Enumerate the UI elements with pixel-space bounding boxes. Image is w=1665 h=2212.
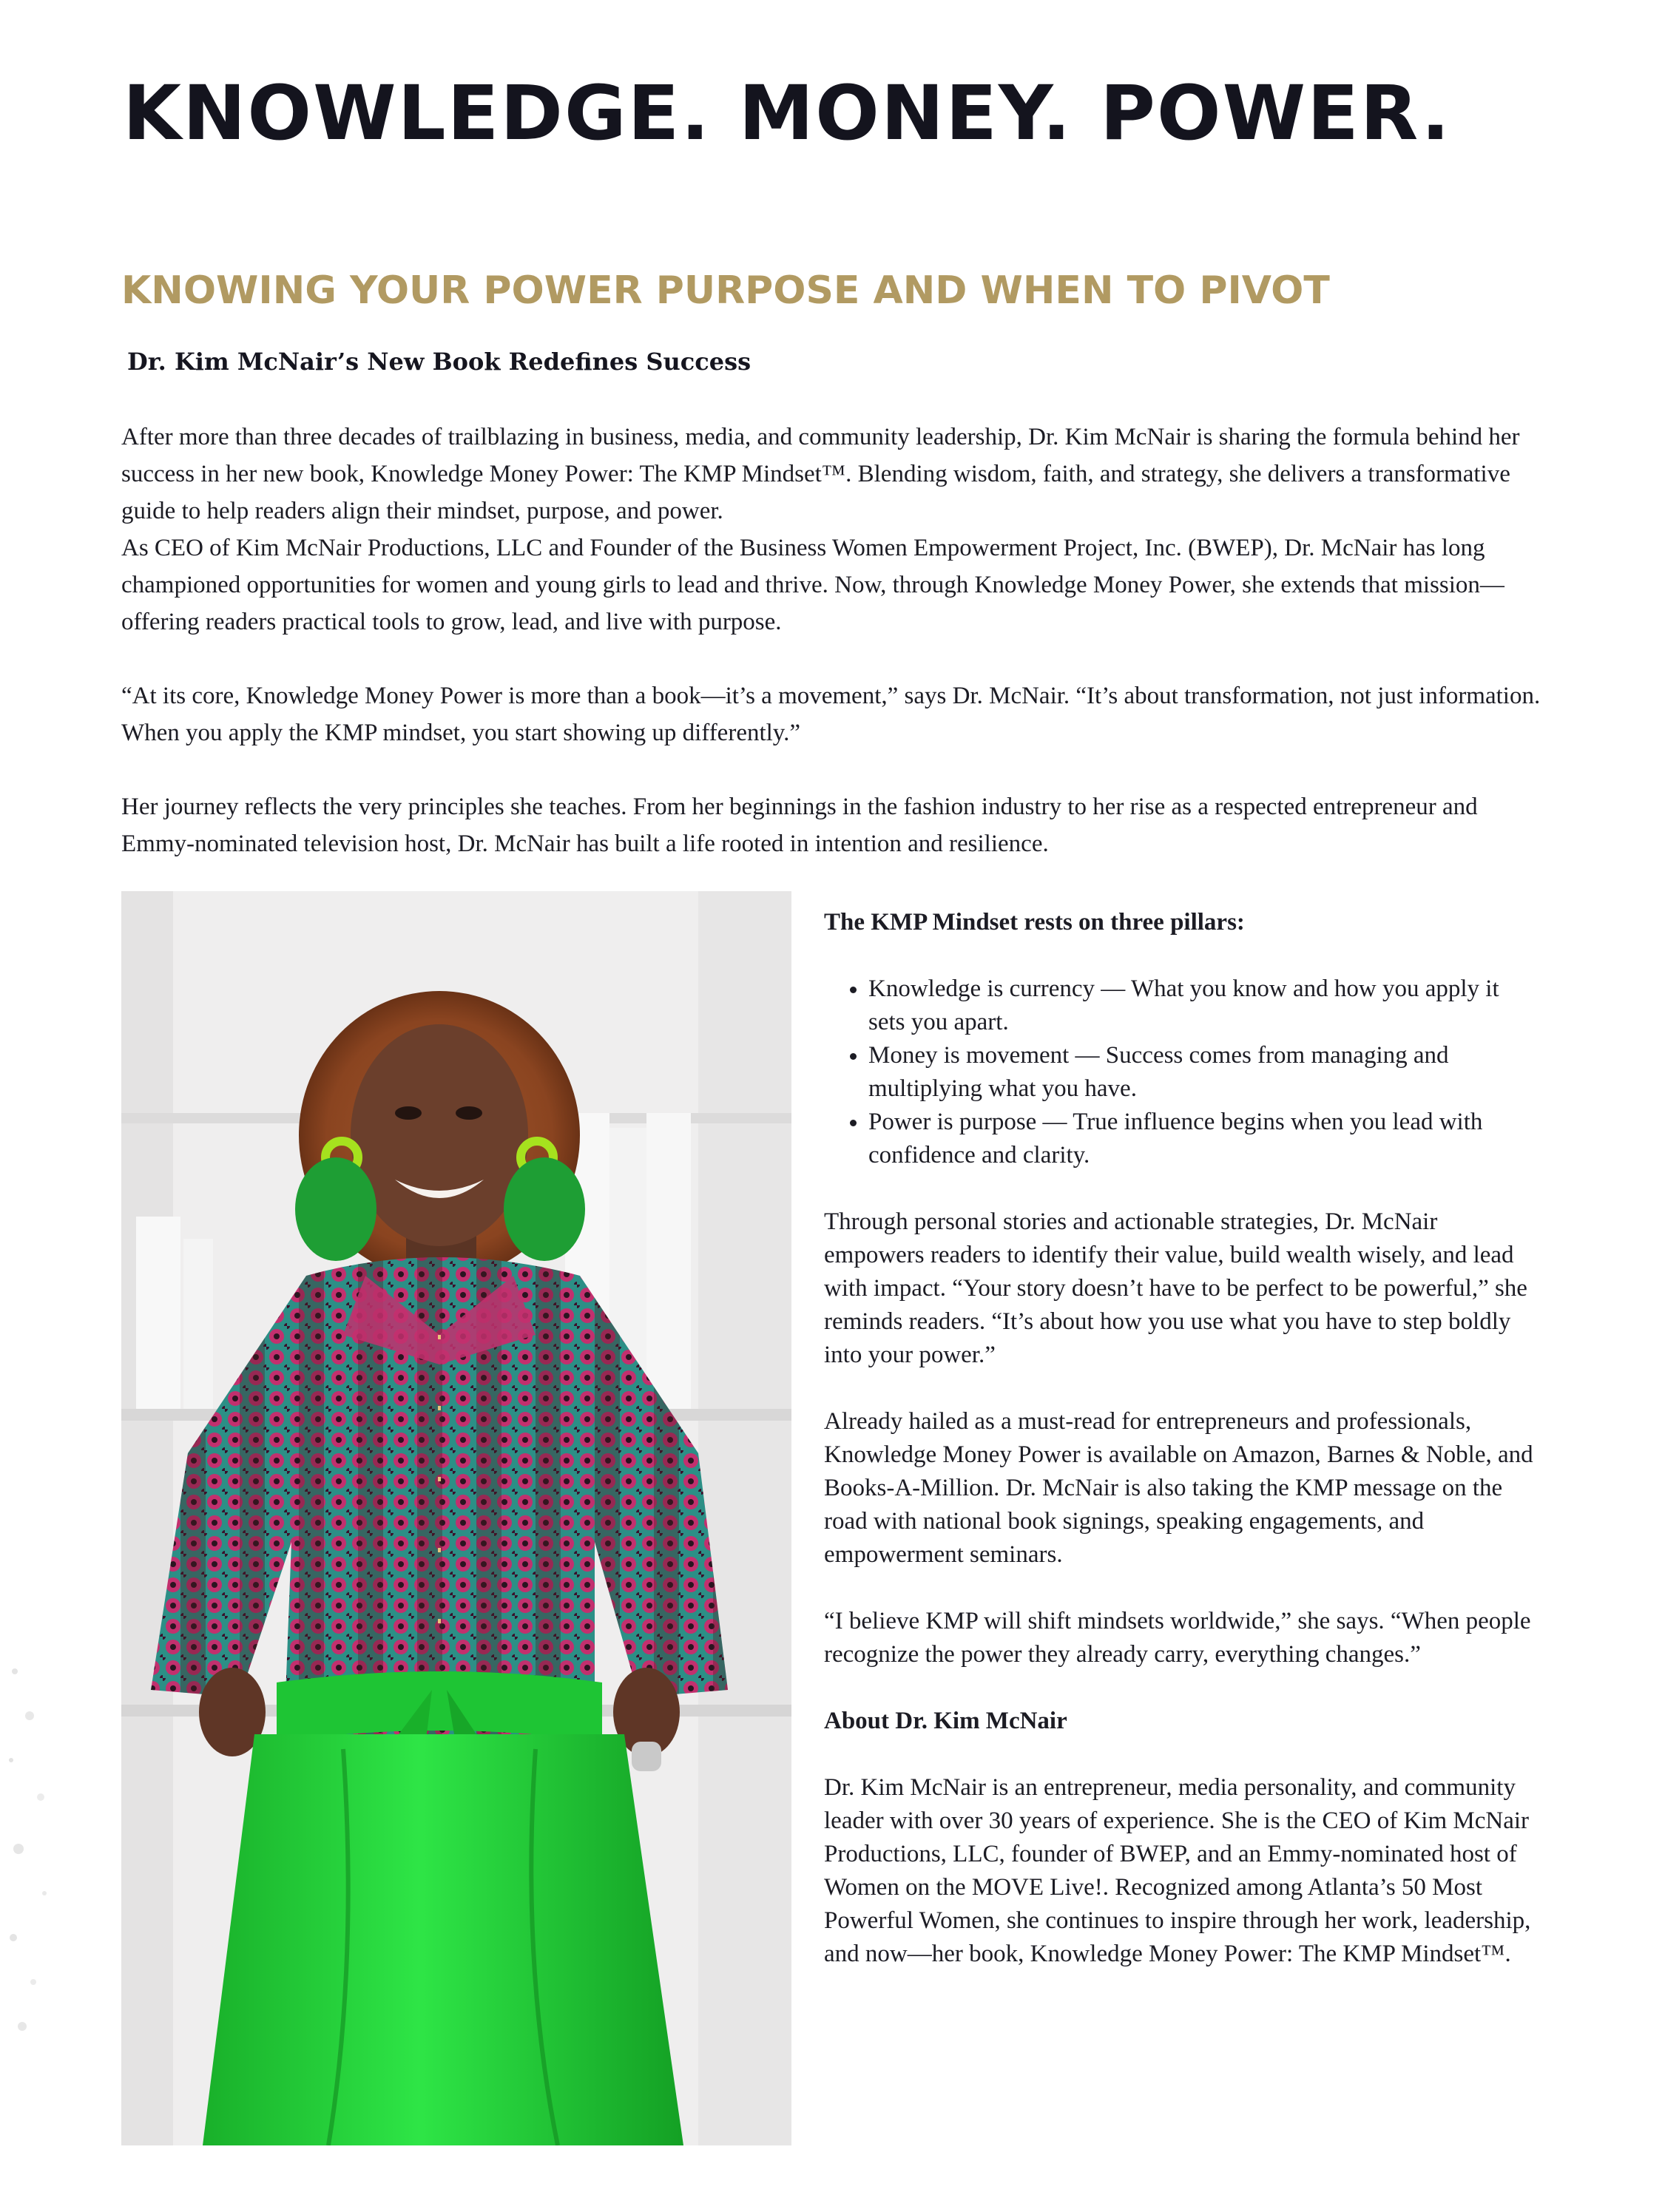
about-heading: About Dr. Kim McNair [824, 1708, 1067, 1734]
pillars-heading: The KMP Mindset rests on three pillars: [824, 909, 1245, 936]
right-quote-paragraph: “I believe KMP will shift mindsets worldwide,” she says. “When people recognize the power they already carry, everything changes.” [824, 1608, 1531, 1668]
intro-paragraph-2: As CEO of Kim McNair Productions, LLC and Founder of the Business Women Empowerment Project, Inc. (BWEP), Dr. McNair has long championed opportunities for women and young girls to lead and thrive. Now, through Knowledge Money Power, she extends that mission—offering readers practical tools to grow, lead, and live with purpose. [121, 535, 1504, 635]
article-kicker: Dr. Kim McNair’s New Book Redefines Success [127, 348, 752, 376]
pillar-item: • Knowledge is currency — What you know and how you apply it sets you apart. [868, 973, 1534, 1039]
pillar-item: • Power is purpose — True influence begins when you lead with confidence and clarity. [868, 1106, 1534, 1172]
intro-section [121, 419, 1549, 899]
right-column [824, 906, 1534, 2004]
intro-paragraph-4: Her journey reflects the very principles she teaches. From her beginnings in the fashion industry to her rise as a respected entrepreneur and Emmy-nominated television host, Dr. McNair has built a life rooted in intention and resilience. [121, 794, 1478, 857]
pillars-list [824, 973, 1534, 1172]
right-paragraph-1: Through personal stories and actionable strategies, Dr. McNair empowers readers to identify their value, build wealth wisely, and lead with impact. “Your story doesn’t have to be perfect to be powerful,” she reminds readers. “It’s about how you use what you have to step boldly into your power.” [824, 1208, 1527, 1368]
intro-paragraph-1: After more than three decades of trailblazing in business, media, and community leadership, Dr. Kim McNair is sharing the formula behind her success in her new book, Knowledge Money Power: The KMP Mindset™. Blending wisdom, faith, and strategy, she delivers a transformative guide to help readers align their mindset, purpose, and power. [121, 424, 1520, 524]
right-paragraph-2: Already hailed as a must-read for entrepreneurs and professionals, Knowledge Money Power is available on Amazon, Barnes & Noble, and Books-A-Million. Dr. McNair is also taking the KMP message on the road with national book signings, speaking engagements, and empowerment seminars. [824, 1408, 1533, 1568]
page-title: KNOWLEDGE. MONEY. POWER. [123, 70, 1451, 158]
author-portrait-photo [121, 891, 791, 2145]
intro-quote-paragraph: “At its core, Knowledge Money Power is more than a book—it’s a movement,” says Dr. McNair. “It’s about transformation, not just information. When you apply the KMP mindset, you start showing up differently.” [121, 683, 1541, 746]
page-subtitle: KNOWING YOUR POWER PURPOSE AND WHEN TO PIVOT [121, 268, 1330, 313]
pillar-item: • Money is movement — Success comes from managing and multiplying what you have. [868, 1039, 1534, 1106]
about-text: Dr. Kim McNair is an entrepreneur, media personality, and community leader with over 30 years of experience. She is the CEO of Kim McNair Productions, LLC, founder of BWEP, and an Emmy-nominated host of Women on the MOVE Live!. Recognized among Atlanta’s 50 Most Powerful Women, she continues to inspire through her work, leadership, and now—her book, Knowledge Money Power: The KMP Mindset™. [824, 1774, 1531, 1967]
ink-splatter-decoration [0, 1627, 89, 2071]
